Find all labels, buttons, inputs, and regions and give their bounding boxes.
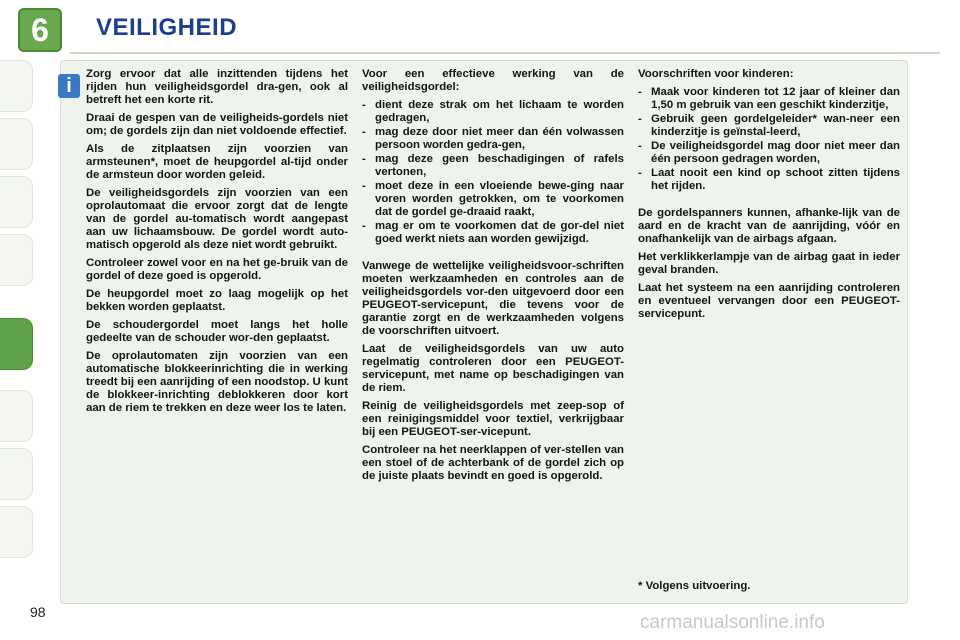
paragraph: Als de zitplaatsen zijn voorzien van armsteunen*, moet de heupgordel al-tijd onder de armsteun door worden geleid. [86, 143, 348, 181]
page-title: VEILIGHEID [96, 14, 238, 41]
paragraph: Controleer na het neerklappen of ver-stellen van een stoel of de achterbank of de gordel zich op de juiste plaats bevindt en goed is opgerold. [362, 444, 624, 482]
column-1 [86, 68, 348, 420]
list-item: - mag er om te voorkomen dat de gor-del niet goed werkt niets aan worden gewijzigd. [362, 220, 624, 246]
side-tab [0, 506, 33, 558]
page-number: 98 [30, 604, 46, 620]
paragraph: Laat het systeem na een aanrijding controleren en eventueel vervangen door een PEUGEOT-servicepunt. [638, 282, 900, 320]
side-tab [0, 176, 33, 228]
list-item: - moet deze in een vloeiende bewe-ging naar voren worden getrokken, om te voorkomen dat de gordel ge-draaid raakt, [362, 180, 624, 219]
paragraph: Vanwege de wettelijke veiligheidsvoor-schriften moeten werkzaamheden en controles aan de veiligheidsgordels vor-den uitgevoerd door een PEUGEOT-servicepunt, die tevens voor de garantie zorgt en de werkzaamheden volgens de voorschriften uitvoert. [362, 260, 624, 337]
paragraph: Reinig de veiligheidsgordels met zeep-sop of een reinigingsmiddel voor textiel, verkrijgbaar bij een PEUGEOT-ser-vicepunt. [362, 400, 624, 438]
paragraph: Zorg ervoor dat alle inzittenden tijdens het rijden hun veiligheidsgordel dra-gen, ook al betreft het een korte rit. [86, 68, 348, 106]
list-item: - Maak voor kinderen tot 12 jaar of kleiner dan 1,50 m gebruik van een geschikt kinderzitje, [638, 86, 900, 112]
chapter-badge [18, 8, 62, 52]
list-item: - dient deze strak om het lichaam te worden gedragen, [362, 99, 624, 125]
paragraph: De veiligheidsgordels zijn voorzien van een oprolautomaat die ervoor zorgt dat de lengte van de gordel au-tomatisch wordt aangepast aan uw lichaamsbouw. De gordel wordt auto-matisch opgerold als deze niet wordt gebruikt. [86, 187, 348, 251]
footnote: * Volgens uitvoering. [638, 580, 751, 592]
list-item: - De veiligheidsgordel mag door niet meer dan één persoon gedragen worden, [638, 140, 900, 166]
paragraph: Draai de gespen van de veiligheids-gordels niet om; de gordels zijn dan niet voldoende effectief. [86, 112, 348, 137]
list-intro: Voor een effectieve werking van de veiligheidsgordel: [362, 68, 624, 93]
paragraph: Laat de veiligheidsgordels van uw auto regelmatig controleren door een PEUGEOT-servicepunt, met name op beschadigingen van de riem. [362, 343, 624, 394]
child-rules-list [638, 86, 900, 193]
side-tabs [0, 60, 34, 580]
requirements-list [362, 99, 624, 246]
side-tab [0, 60, 33, 112]
paragraph: De gordelspanners kunnen, afhanke-lijk van de aard en de kracht van de aanrijding, vóór en onafhankelijk van de airbags afgaan. [638, 207, 900, 245]
column-3 [638, 68, 900, 326]
side-tab-active [0, 318, 33, 370]
section-heading: Voorschriften voor kinderen: [638, 68, 794, 80]
chapter-number: 6 [31, 12, 49, 48]
paragraph: Controleer zowel voor en na het ge-bruik van de gordel of deze goed is opgerold. [86, 257, 348, 282]
side-tab [0, 234, 33, 286]
info-icon: i [58, 74, 80, 98]
side-tab [0, 118, 33, 170]
paragraph: De oprolautomaten zijn voorzien van een automatische blokkeerinrichting die in werking treedt bij een aanrijding of een noodstop. U kunt de blokkeer-inrichting deblokkeren door kort aan de riem te trekken en deze weer los te laten. [86, 350, 348, 414]
side-tab [0, 390, 33, 442]
watermark: carmanualsonline.info [640, 612, 825, 633]
side-tab [0, 448, 33, 500]
paragraph: Het verklikkerlampje van de airbag gaat in ieder geval branden. [638, 251, 900, 276]
paragraph: De schoudergordel moet langs het holle gedeelte van de schouder wor-den geplaatst. [86, 319, 348, 344]
list-item: - Gebruik geen gordelgeleider* wan-neer een kinderzitje is geïnstal-leerd, [638, 113, 900, 139]
list-item: - Laat nooit een kind op schoot zitten tijdens het rijden. [638, 167, 900, 193]
list-item: - mag deze door niet meer dan één volwassen persoon worden gedra-gen, [362, 126, 624, 152]
column-2 [362, 68, 624, 488]
paragraph: De heupgordel moet zo laag mogelijk op het bekken worden geplaatst. [86, 288, 348, 313]
list-item: - mag deze geen beschadigingen of rafels vertonen, [362, 153, 624, 179]
